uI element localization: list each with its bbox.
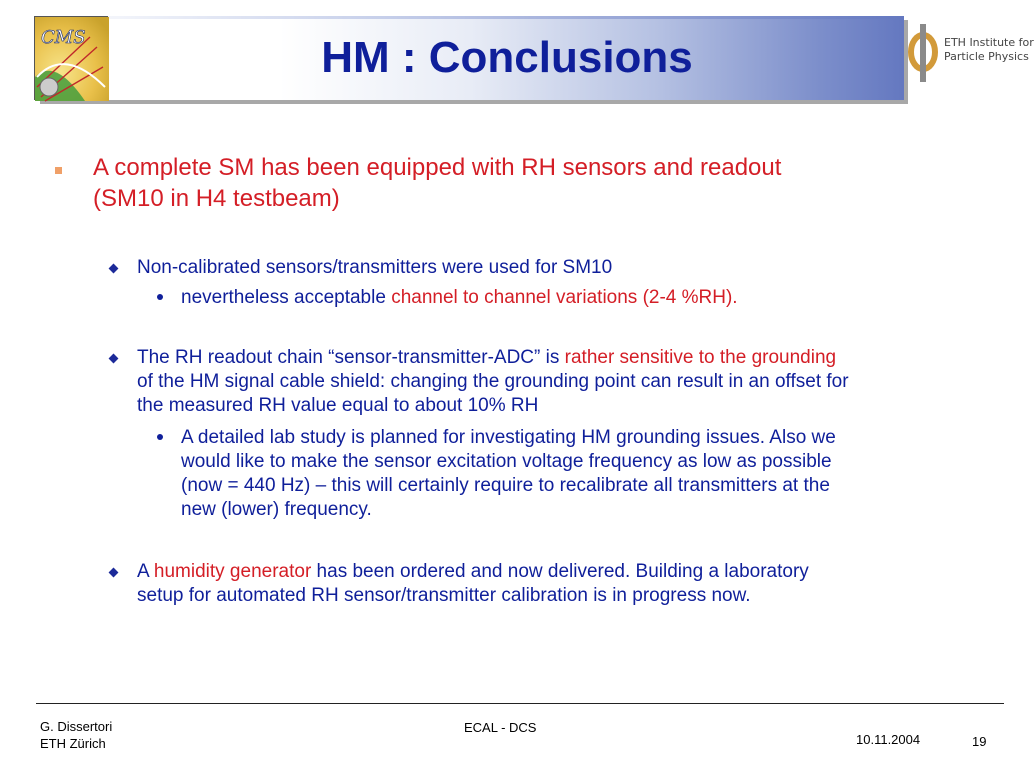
cms-logo-text: CMS [41,27,86,48]
diamond-bullet-icon [109,568,119,578]
square-bullet-icon [55,167,62,174]
eth-logo-text: ETH Institute for Particle Physics [944,36,1034,63]
bullet-3: The RH readout chain “sensor-transmitter-ADC” is rather sensitive to the grounding of the HM signal cable shield: changing the grounding point can result in an offset for the measured RH value equal to about 10% RH [137,347,849,416]
slide-title: HM : Conclusions [321,33,693,82]
bullet-2: Non-calibrated sensors/transmitters were used for SM10 [137,257,613,278]
bullet-3-sub-1: A detailed lab study is planned for investigating HM grounding issues. Also we would like to make the sensor excitation voltage frequency as low as possible (now = 440 Hz) – this will certainly require to recalibrate all transmitters at the new (lower) frequency. [181,427,836,520]
bullet-2-sub-1: nevertheless acceptable channel to channel variations (2-4 %RH). [181,287,738,308]
footer-author: G. Dissertori ETH Zürich [40,719,113,751]
page-number: 19 [972,734,987,749]
diamond-bullet-icon [109,354,119,364]
dot-bullet-icon [157,294,163,300]
footer-date: 10.11.2004 [856,732,921,747]
bullet-4: A humidity generator has been ordered and now delivered. Building a laboratory setup for automated RH sensor/transmitter calibration is in progress now. [137,561,809,606]
diamond-bullet-icon [109,264,119,274]
footer-center: ECAL - DCS [464,720,537,735]
dot-bullet-icon [157,434,163,440]
footer-divider [36,703,1004,704]
bullet-1: A complete SM has been equipped with RH sensors and readout (SM10 in H4 testbeam) [93,154,782,212]
